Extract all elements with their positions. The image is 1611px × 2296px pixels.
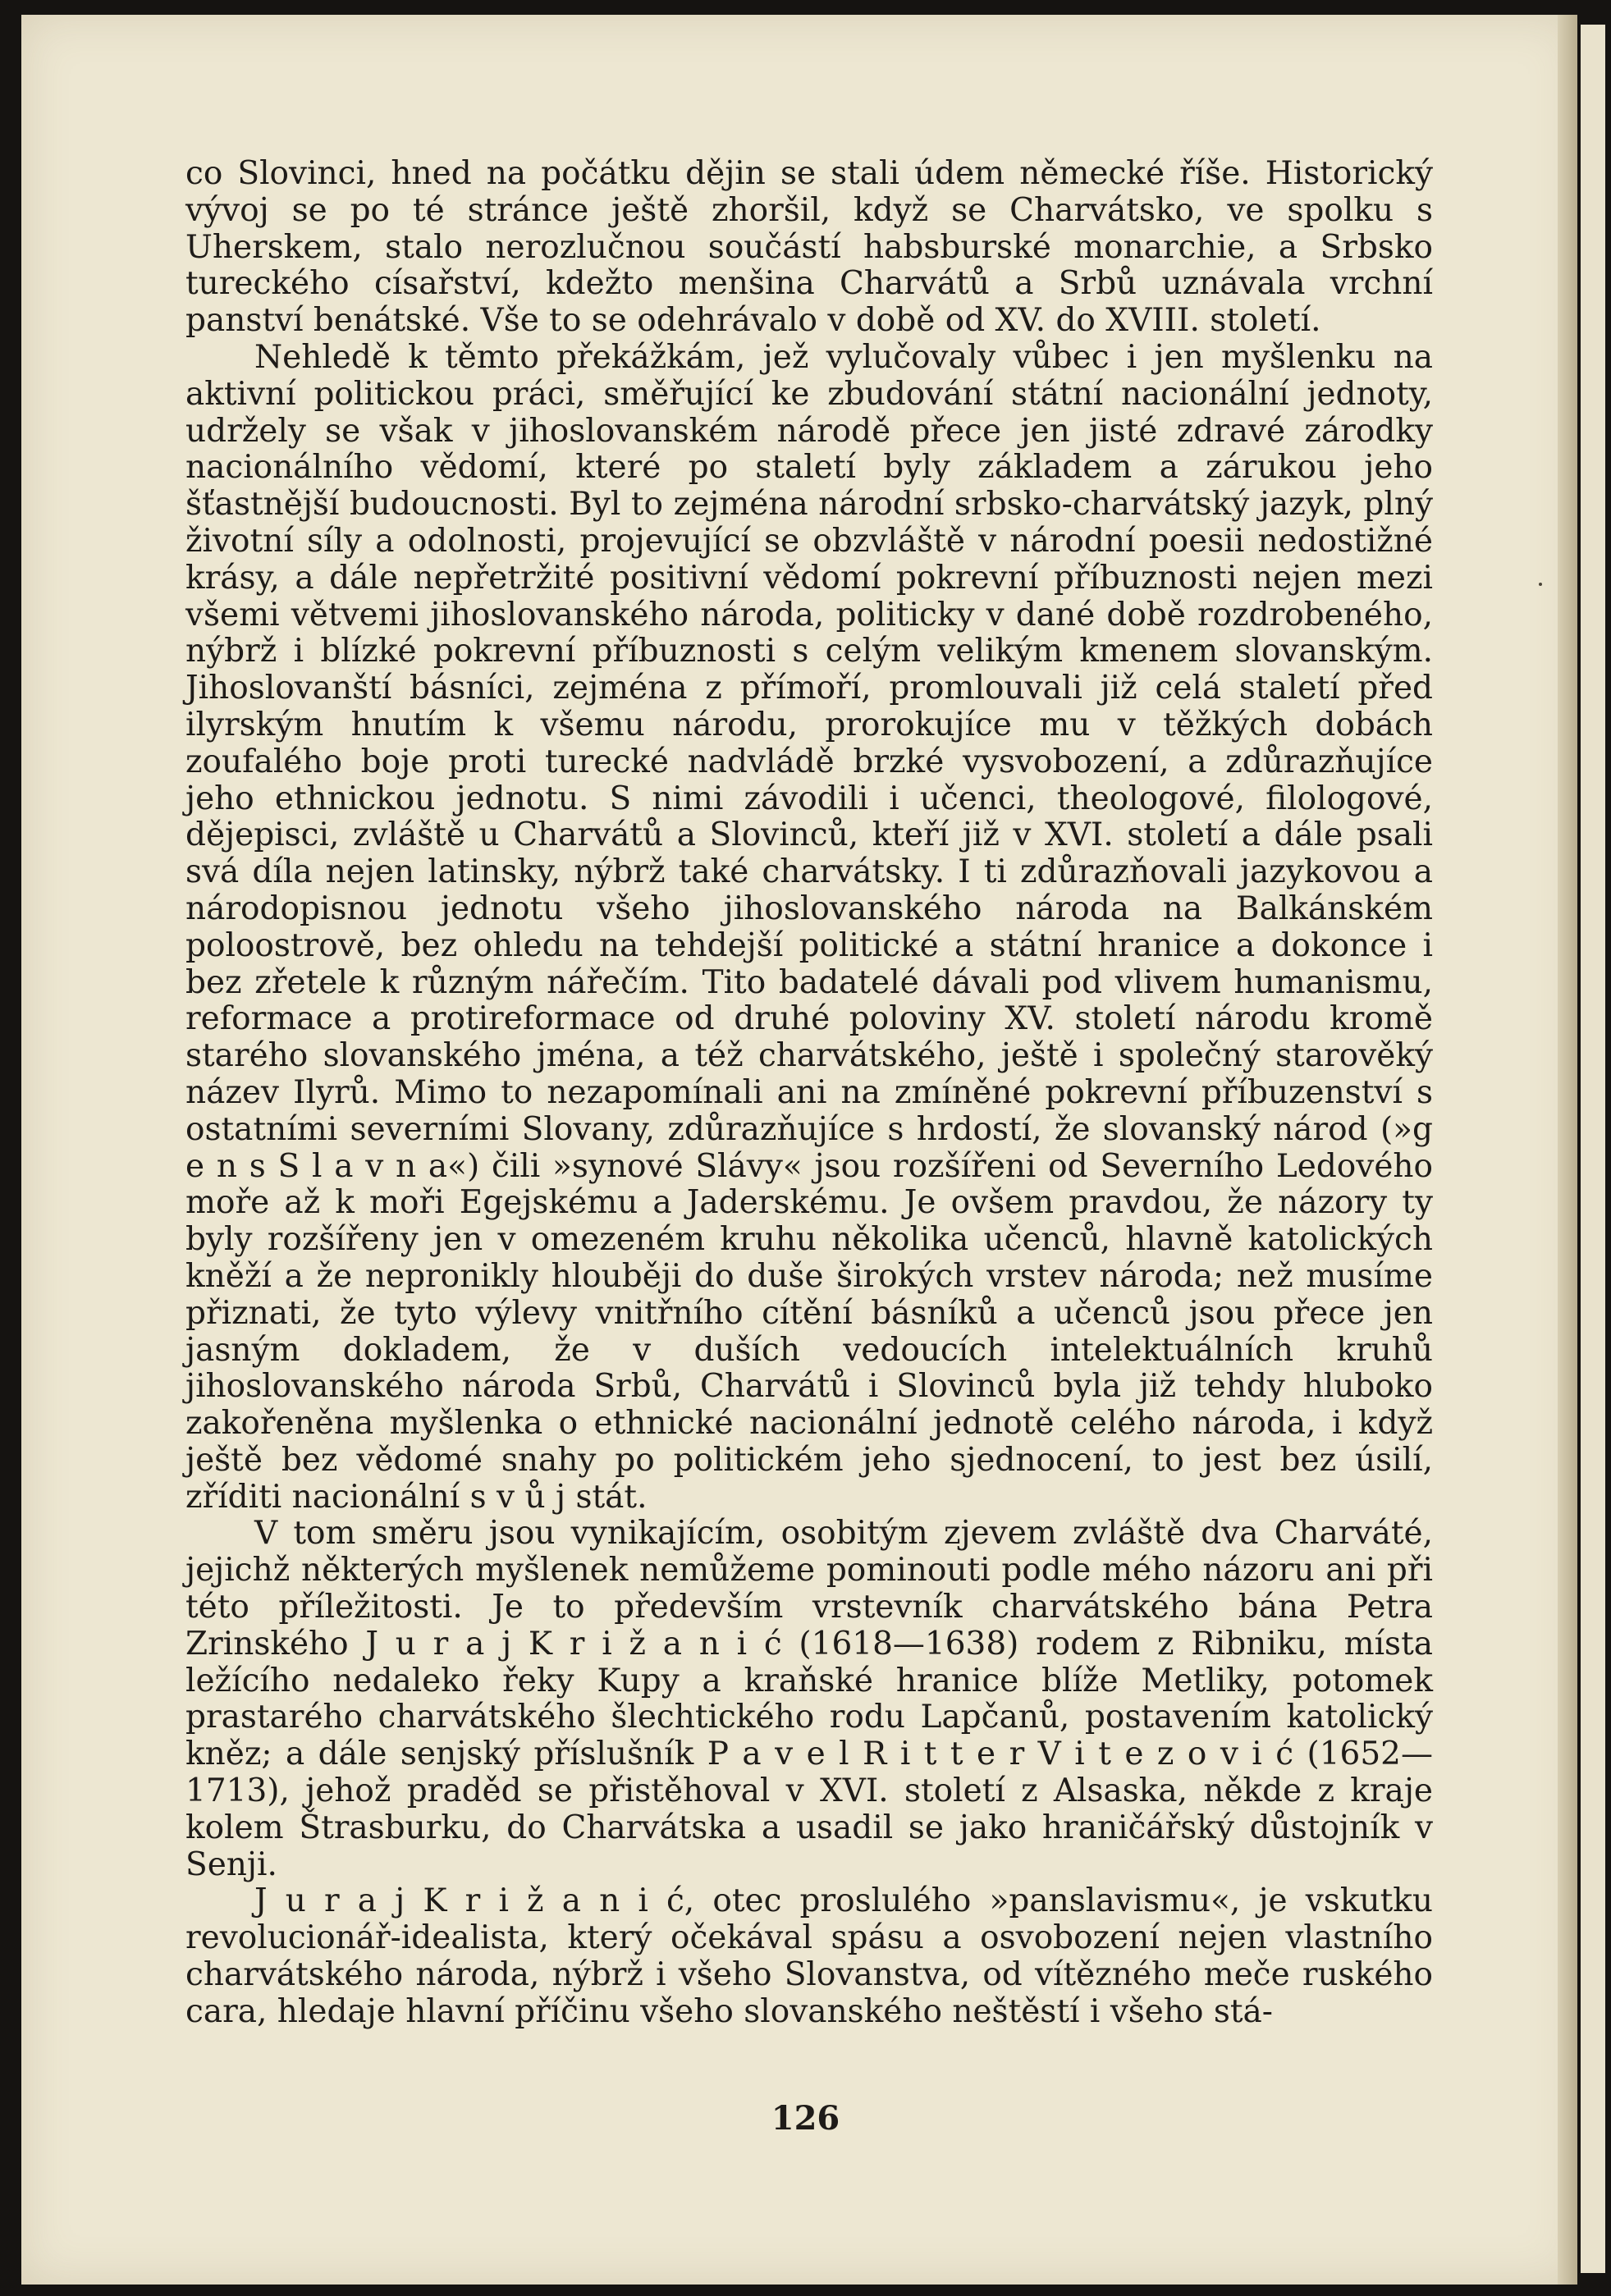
paragraph-1: co Slovinci, hned na počátku dějin se stali údem německé říše. Historický vývoj se po té stránce ještě zhoršil, když se Charvátsko, ve spolku s Uherskem, stalo nerozlučnou součástí habsburské monarchie, a Srbsko tureckého císařství, kdežto menšina Charvátů a Srbů uznávala vrchní panství benátské. Vše to se odehrávalo v době od XV. do XVIII. století. — [185, 155, 1433, 340]
page-gutter-shadow — [1558, 15, 1577, 2285]
paragraph-3: V tom směru jsou vynikajícím, osobitým zjevem zvláště dva Charváté, jejichž některých myšlenek nemůžeme pominouti podle mého názoru ani při této příležitosti. Je to především vrstevník charvátského bána Petra Zrinského J u r a j K r i ž a n i ć (1618—1638) rodem z Ribniku, místa ležícího nedaleko řeky Kupy a kraňské hranice blíže Metliky, potomek prastarého charvátského šlechtického rodu Lapčanů, postavením katolický kněz; a dále senjský příslušník P a v e l R i t t e r V i t e z o v i ć (1652—1713), jehož praděd se přistěhoval v XVI. století z Alsaska, někde z kraje kolem Štrasburku, do Charvátska a usadil se jako hraničářský důstojník v Senji. — [185, 1515, 1433, 1883]
next-page-edge — [1581, 25, 1605, 2273]
paragraph-4: J u r a j K r i ž a n i ć, otec proslulého »panslavismu«, je vskutku revolucionář-idealista, který očekával spásu a osvobození nejen vlastního charvátského národa, nýbrž i všeho Slovanstva, od vítězného meče ruského cara, hledaje hlavní příčinu všeho slovanského neštěstí i všeho stá- — [185, 1882, 1433, 2030]
print-speck — [1539, 583, 1542, 586]
body-text — [185, 156, 1433, 2031]
paragraph-2: Nehledě k těmto překážkám, jež vylučovaly vůbec i jen myšlenku na aktivní politickou práci, směřující ke zbudování státní nacionální jednoty, udržely se však v jihoslovanském národě přece jen jisté zdravé zárodky nacionálního vědomí, které po staletí byly základem a zárukou jeho šťastnější budoucnosti. Byl to zejména národní srbsko-charvátský jazyk, plný životní síly a odolnosti, projevující se obzvláště v národní poesii nedostižné krásy, a dále nepřetržité positivní vědomí pokrevní příbuznosti nejen mezi všemi větvemi jihoslovanského národa, politicky v dané době rozdrobeného, nýbrž i blízké pokrevní příbuznosti s celým velikým kmenem slovanským. Jihoslovanští básníci, zejména z přímoří, promlouvali již celá staletí před ilyrským hnutím k všemu národu, prorokujíce mu v těžkých dobách zoufalého boje proti turecké nadvládě brzké vysvobození, a zdůrazňujíce jeho ethnickou jednotu. S nimi závodili i učenci, theologové, filologové, dějepisci, zvláště u Charvátů a Slovinců, kteří již v XVI. století a dále psali svá díla nejen latinsky, nýbrž také charvátsky. I ti zdůrazňovali jazykovou a národopisnou jednotu všeho jihoslovanského národa na Balkánském poloostrově, bez ohledu na tehdejší politické a státní hranice a dokonce i bez zřetele k různým nářečím. Tito badatelé dávali pod vlivem humanismu, reformace a protireformace od druhé poloviny XV. století národu kromě starého slovanského jména, a též charvátského, ještě i společný starověký název Ilyrů. Mimo to nezapomínali ani na zmíněné pokrevní příbuzenství s ostatními severními Slovany, zdůrazňujíce s hrdostí, že slovanský národ (»g e n s S l a v n a«) čili »synové Slávy« jsou rozšířeni od Severního Ledového moře až k moři Egejskému a Jaderskému. Je ovšem pravdou, že názory ty byly rozšířeny jen v omezeném kruhu několika učenců, hlavně katolických kněží a že nepronikly hlouběji do duše širokých vrstev národa; než musíme přiznati, že tyto výlevy vnitřního cítění básníků a učenců jsou přece jen jasným dokladem, že v duších vedoucích intelektuálních kruhů jihoslovanského národa Srbů, Charvátů i Slovinců byla již tehdy hluboko zakořeněna myšlenka o ethnické nacionální jednotě celého národa, i když ještě bez vědomé snahy po politickém jeho sjednocení, to jest bez úsilí, zříditi nacionální s v ů j stát. — [185, 338, 1433, 1516]
page-number: 126 — [771, 2099, 840, 2138]
